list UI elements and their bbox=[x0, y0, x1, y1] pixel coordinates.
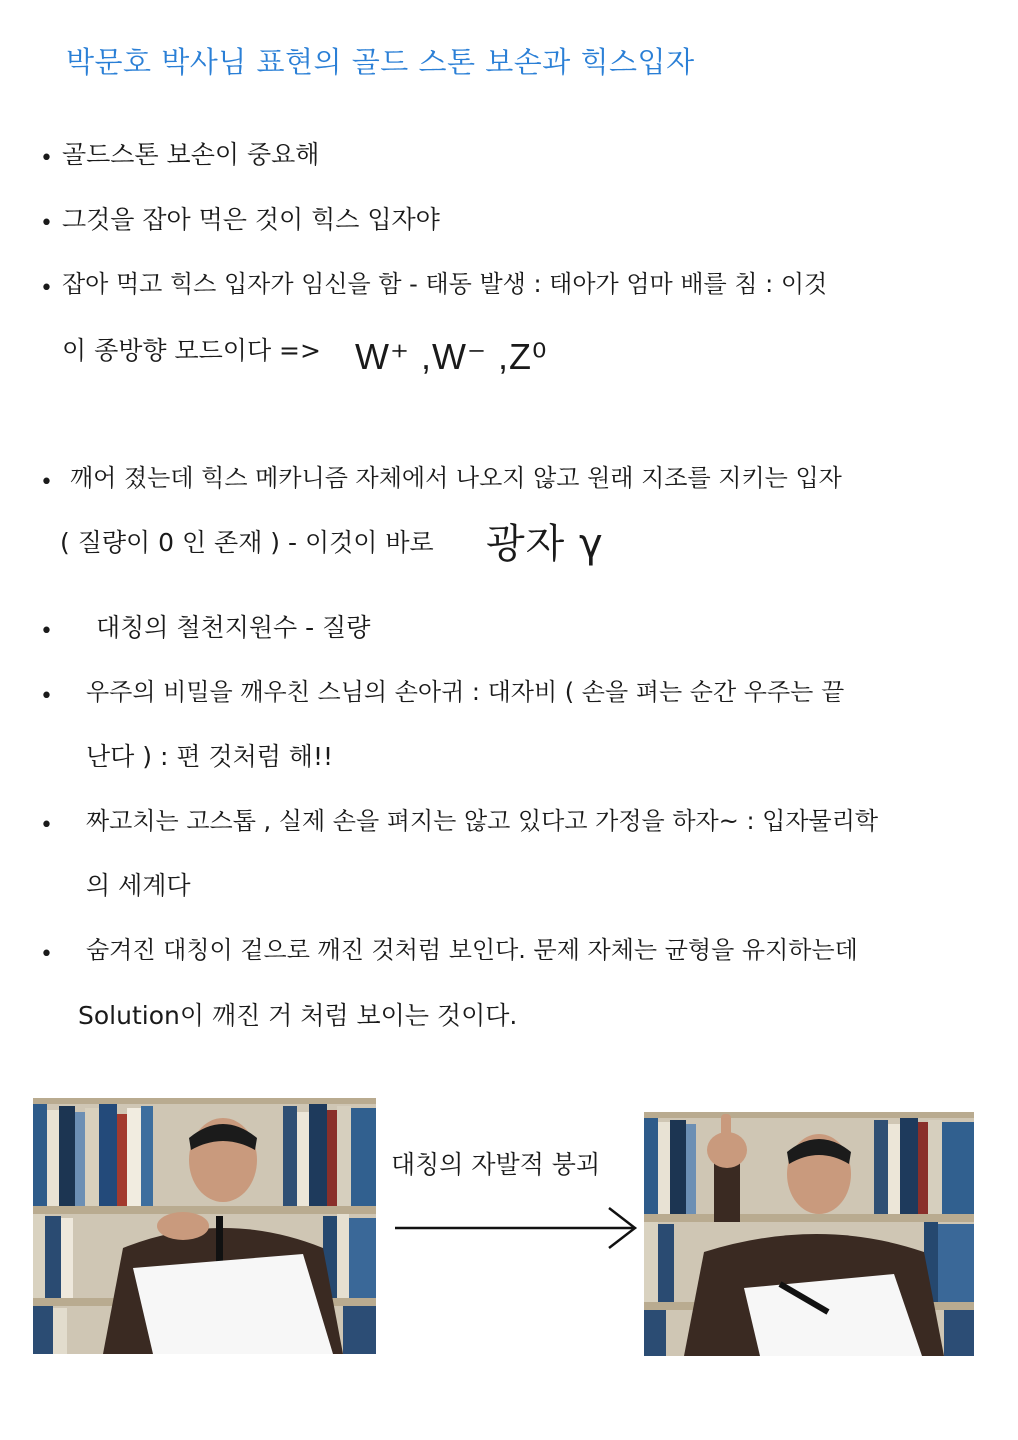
bullet-8-text-line2: Solution이 깨진 거 처럼 보이는 것이다. bbox=[78, 1001, 518, 1030]
bullet-marker: • bbox=[40, 470, 53, 495]
arrow-right-icon bbox=[395, 1205, 640, 1251]
bullet-marker: • bbox=[40, 146, 53, 171]
bullet-3-text-line1: 잡아 먹고 힉스 입자가 임신을 함 - 태동 발생 : 태아가 엄마 배를 침 : 이것 bbox=[62, 270, 828, 298]
bullet-2-text: 그것을 잡아 먹은 것이 힉스 입자야 bbox=[62, 205, 440, 234]
bullet-6-text-line1: 우주의 비밀을 깨우친 스님의 손아귀 : 대자비 ( 손을 펴는 순간 우주는 끝 bbox=[86, 678, 845, 706]
bullet-marker: • bbox=[40, 813, 53, 838]
bullet-4-text-line2: ( 질량이 0 인 존재 ) - 이것이 바로 bbox=[60, 528, 434, 557]
bullet-7-text-line1: 짜고치는 고스톱 , 실제 손을 펴지는 않고 있다고 가정을 하자~ : 입자물리학 bbox=[86, 807, 879, 835]
bullet-7-text-line2: 의 세계다 bbox=[86, 871, 191, 900]
photon-label: 광자 γ bbox=[486, 521, 604, 567]
bullet-1-text: 골드스톤 보손이 중요해 bbox=[62, 140, 320, 169]
bullet-8-text-line1: 숨겨진 대칭이 겉으로 깨진 것처럼 보인다. 문제 자체는 균형을 유지하는데 bbox=[86, 936, 858, 964]
video-frame-after bbox=[644, 1112, 974, 1356]
photo-raised-finger bbox=[644, 1112, 974, 1356]
bullet-marker: • bbox=[40, 276, 53, 301]
figure-caption: 대칭의 자발적 붕괴 bbox=[391, 1150, 601, 1179]
bullet-marker: • bbox=[40, 619, 53, 644]
bullet-marker: • bbox=[40, 211, 53, 236]
photo-pointing-pen bbox=[33, 1098, 376, 1354]
gauge-bosons-formula: W⁺ ,W⁻ ,Z⁰ bbox=[355, 336, 548, 377]
bullet-5-text: 대칭의 철천지원수 - 질량 bbox=[96, 613, 371, 642]
bullet-4-text-line1: 깨어 졌는데 힉스 메카니즘 자체에서 나오지 않고 원래 지조를 지키는 입자 bbox=[70, 464, 842, 492]
bullet-marker: • bbox=[40, 942, 53, 967]
bullet-6-text-line2: 난다 ) : 편 것처럼 해!! bbox=[86, 742, 334, 771]
video-frame-before bbox=[33, 1098, 376, 1354]
bullet-3-text-line2: 이 종방향 모드이다 => bbox=[62, 336, 321, 365]
page-title: 박문호 박사님 표현의 골드 스톤 보손과 힉스입자 bbox=[66, 45, 695, 79]
bullet-marker: • bbox=[40, 684, 53, 709]
